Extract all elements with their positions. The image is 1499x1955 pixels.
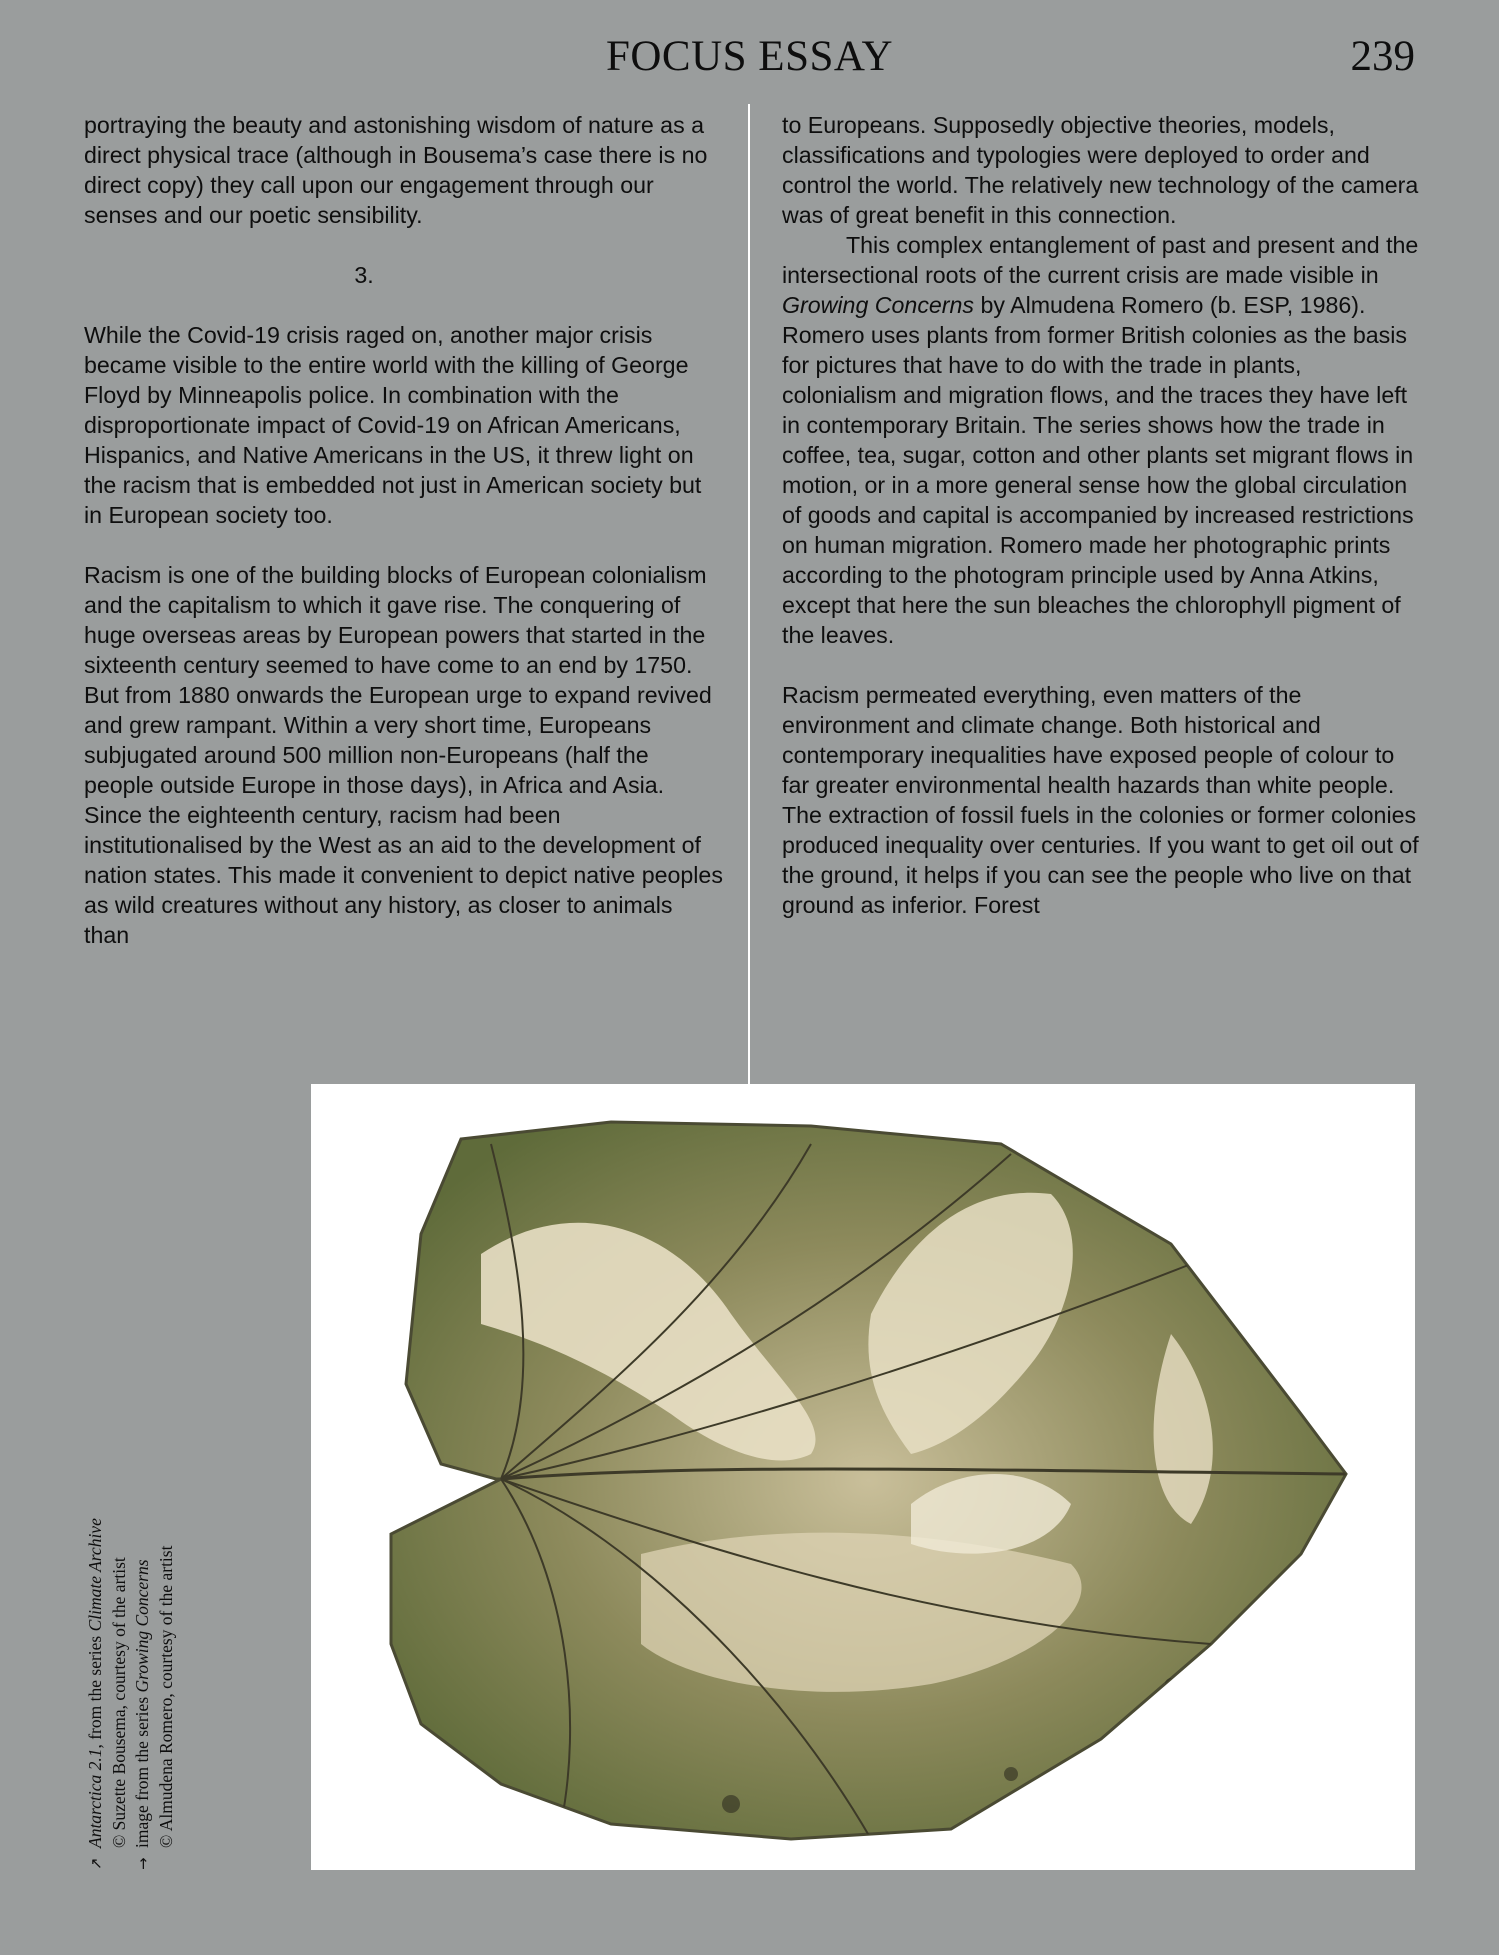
credit: © Suzette Bousema, courtesy of the artist: [109, 1557, 129, 1848]
caption-line: [155, 1410, 178, 1870]
caption-line: [131, 1410, 155, 1870]
text-run: image from the series: [132, 1692, 152, 1848]
text-run: by Almudena Romero (b. ESP, 1986). Romero uses plants from former British colonies as the basis for pictures that have to do with the trade in plants, colonialism and migration flows, and the traces they have left in contemporary Britain. The series shows how the trade in coffee, tea, sugar, cotton and other plants set migrant flows in motion, or in a more general sense how the global circulation of goods and capital is accompanied by increased restrictions on human migration. Romero made her photographic prints according to the photogram principle used by Anna Atkins, except that here the sun bleaches the chlorophyll pigment of the leaves.: [782, 292, 1414, 648]
series-title: Growing Concerns: [132, 1559, 152, 1693]
image-caption: [84, 1410, 178, 1870]
paragraph: Racism permeated everything, even matters of the environment and climate change. Both historical and contemporary inequalities have exposed people of colour to far greater environmental health hazards than white people. The extraction of fossil fuels in the colonies or former colonies produced inequality over centuries. If you want to get oil out of the ground, it helps if you can see the people who live on that ground as inferior. Forest: [782, 682, 1419, 918]
paragraph: [782, 230, 1422, 650]
paragraph: Racism is one of the building blocks of European colonialism and the capitalism to which it gave rise. The conquering of huge overseas areas by European powers that started in the sixteenth century seemed to have come to an end by 1750. But from 1880 onwards the European urge to expand revived and grew rampant. Within a very short time, Europeans subjugated around 500 million non-Europeans (half the people outside Europe in those days), in Africa and Asia. Since the eighteenth century, racism had been institutionalised by the West as an aid to the development of nation states. This made it convenient to depict native peoples as wild creatures without any history, as closer to animals than: [84, 562, 723, 948]
text-run: , from the series: [85, 1631, 105, 1749]
page-number: 239: [1350, 33, 1415, 80]
caption-line: [84, 1410, 108, 1870]
paragraph: While the Covid-19 crisis raged on, another major crisis became visible to the entire world with the killing of George Floyd by Minneapolis police. In combination with the disproportionate impact of Covid-19 on African Americans, Hispanics, and Native Americans in the US, it threw light on the racism that is embedded not just in American society but in European society too.: [84, 322, 702, 528]
caption-line: [108, 1410, 131, 1870]
arrow-up-right-icon: ↗: [87, 1857, 105, 1870]
credit: © Almudena Romero, courtesy of the artist: [156, 1545, 176, 1848]
series-title: Climate Archive: [85, 1518, 105, 1632]
arrow-right-icon: →: [134, 1857, 152, 1870]
column-divider: [748, 104, 750, 1084]
series-title: Growing Concerns: [782, 292, 975, 318]
artwork-title: Antarctica 2.1: [85, 1748, 105, 1848]
text-run: This complex entanglement of past and present and the intersectional roots of the current crisis are made visible in: [782, 232, 1419, 288]
left-column: [84, 110, 724, 950]
paragraph: to Europeans. Supposedly objective theories, models, classifications and typologies were deployed to order and control the world. The relatively new technology of the camera was of great benefit in this connection.: [782, 112, 1419, 228]
paragraph: portraying the beauty and astonishing wisdom of nature as a direct physical trace (although in Bousema’s case there is no direct copy) they call upon our engagement through our senses and our poetic sensibility.: [84, 112, 708, 228]
leaf-photogram-image: [311, 1084, 1415, 1870]
section-number: 3.: [354, 262, 374, 288]
leaf-image-frame: [311, 1084, 1415, 1870]
page-title: FOCUS ESSAY: [605, 33, 894, 80]
right-column: [782, 110, 1422, 920]
